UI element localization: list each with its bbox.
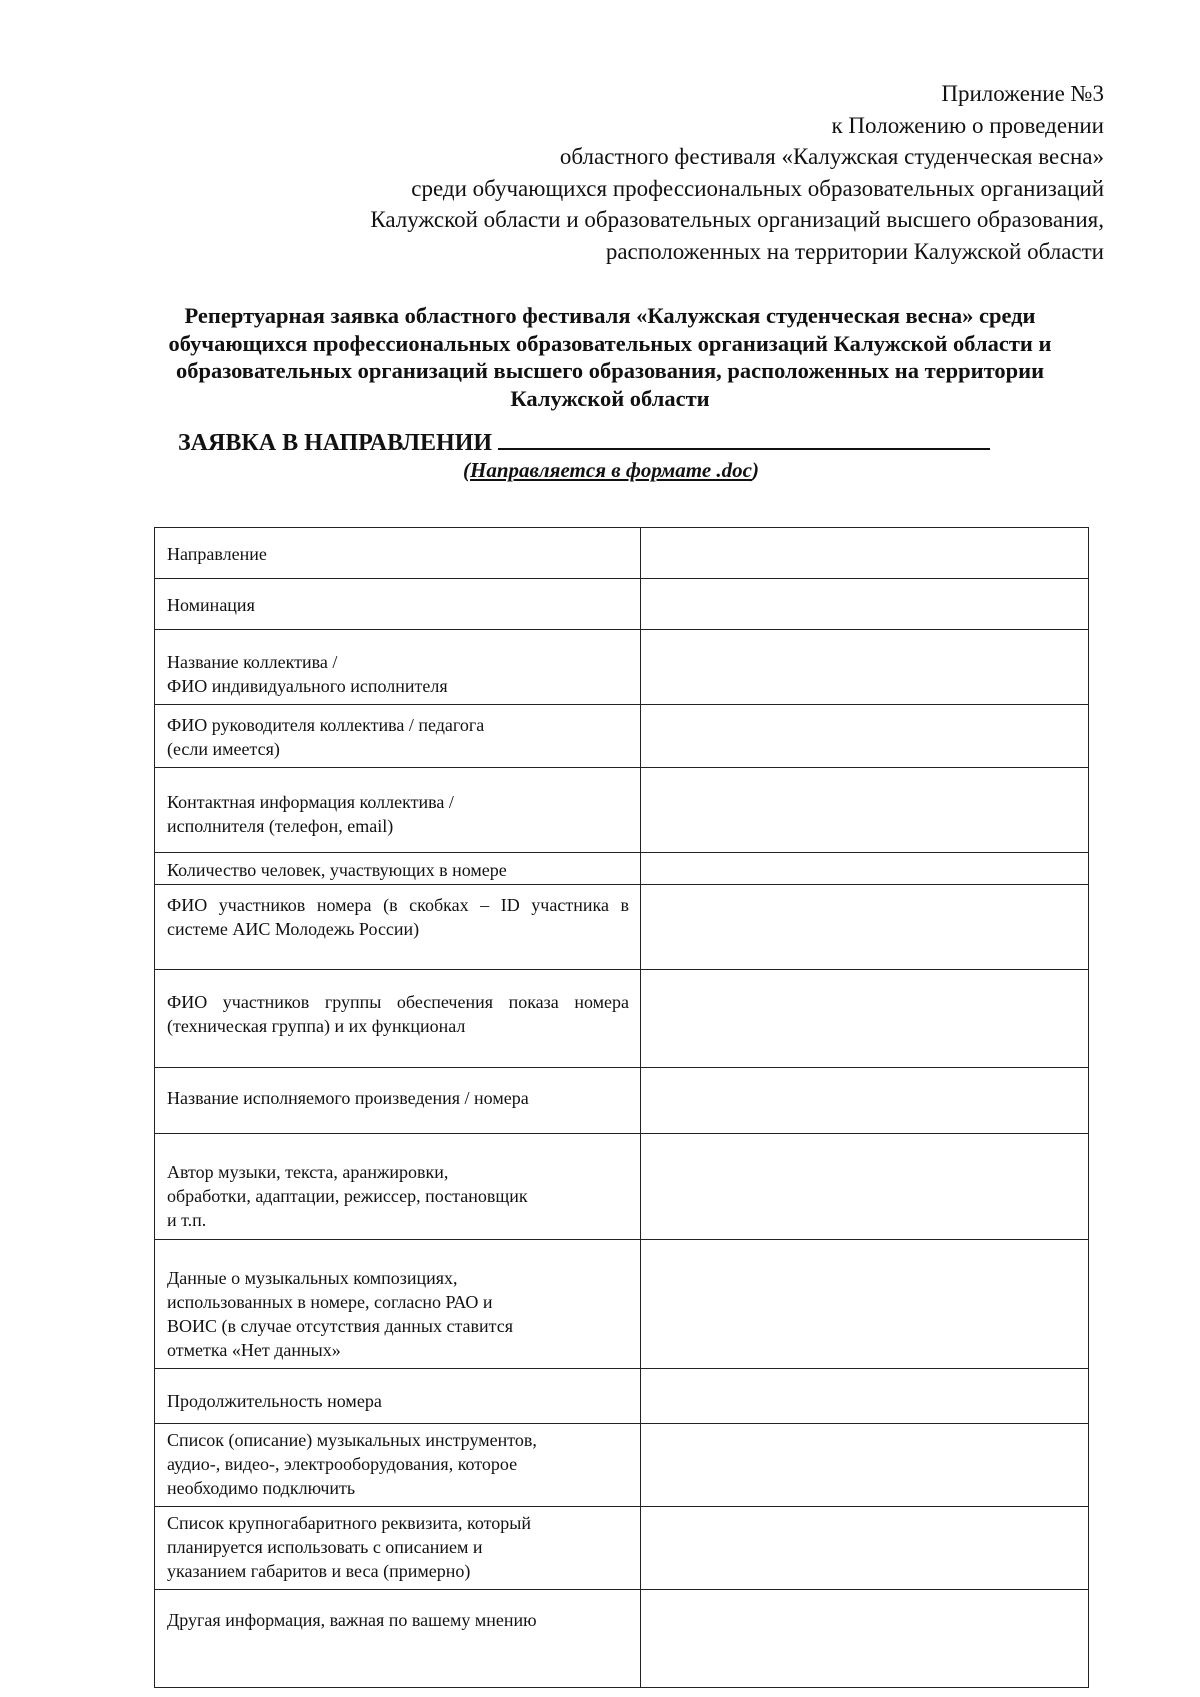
label-line: ФИО руководителя коллектива / педагога: [167, 715, 485, 735]
annex-header: [370, 78, 1104, 267]
label-line: использованных в номере, согласно РАО и: [167, 1292, 493, 1312]
row-label: [155, 1240, 641, 1369]
annex-line: областного фестиваля «Калужская студенческая весна»: [559, 144, 1104, 169]
row-value-cell[interactable]: [641, 1507, 1089, 1590]
table-row: [155, 970, 1089, 1068]
label-line: ВОИС (в случае отсутствия данных ставится: [167, 1316, 514, 1336]
table-row: [155, 1507, 1089, 1590]
row-label: [155, 885, 641, 970]
annex-line: среди обучающихся профессиональных образовательных организаций: [411, 175, 1104, 201]
row-value-cell[interactable]: [641, 970, 1089, 1068]
row-label: [155, 705, 641, 768]
label-line: (если имеется): [167, 739, 280, 759]
format-note-close: ): [751, 458, 759, 482]
row-value-cell[interactable]: [641, 579, 1089, 630]
label-line: аудио-, видео-, электрооборудования, которое: [167, 1454, 518, 1474]
annex-line: Калужской области и образовательных организаций высшего образования,: [370, 207, 1104, 232]
label-line: Продолжительность номера: [167, 1391, 382, 1411]
label-line: Контактная информация коллектива /: [167, 792, 454, 812]
row-value-cell[interactable]: [641, 1134, 1089, 1240]
label-line: исполнителя (телефон, email): [167, 816, 394, 836]
annex-line: к Положению о проведении: [831, 112, 1104, 138]
row-label: [155, 768, 641, 853]
format-note-open: (: [463, 458, 470, 482]
title-line: Калужской области: [510, 385, 710, 411]
table-row: [155, 630, 1089, 705]
label-line: ФИО индивидуального исполнителя: [167, 676, 448, 696]
row-label: [155, 1369, 641, 1424]
row-value-cell[interactable]: [641, 1240, 1089, 1369]
table-row: [155, 705, 1089, 768]
row-value-cell[interactable]: [641, 768, 1089, 853]
document-title: [110, 302, 1110, 412]
row-value-cell[interactable]: [641, 1068, 1089, 1134]
label-line: Автор музыки, текста, аранжировки,: [167, 1162, 449, 1182]
table-row: [155, 853, 1089, 885]
row-value-cell[interactable]: [641, 630, 1089, 705]
row-value-cell[interactable]: [641, 528, 1089, 579]
row-label: [155, 1068, 641, 1134]
direction-label: ЗАЯВКА В НАПРАВЛЕНИИ: [178, 430, 493, 456]
table-row: [155, 1134, 1089, 1240]
table-row: [155, 1424, 1089, 1507]
row-value-cell[interactable]: [641, 885, 1089, 970]
title-line: Репертуарная заявка областного фестиваля «Калужская студенческая весна» среди: [184, 303, 1036, 328]
table-row: [155, 885, 1089, 970]
table-row: [155, 1590, 1089, 1688]
direction-blank-field[interactable]: [498, 428, 990, 450]
table-row: [155, 1369, 1089, 1424]
row-value-cell[interactable]: [641, 1369, 1089, 1424]
label-line: указанием габаритов и веса (примерно): [167, 1561, 471, 1581]
table-row: [155, 579, 1089, 630]
label-line: обработки, адаптации, режиссер, постановщик: [167, 1186, 528, 1206]
table-row: [155, 528, 1089, 579]
row-value-cell[interactable]: [641, 705, 1089, 768]
annex-line: расположенных на территории Калужской области: [605, 238, 1104, 264]
row-label: [155, 1134, 641, 1240]
row-value-cell[interactable]: [641, 853, 1089, 885]
label-line: ФИО участников группы обеспечения показа номера (техническая группа) и их функционал: [167, 992, 629, 1036]
row-label: [155, 1507, 641, 1590]
row-label: [155, 579, 641, 630]
format-note: [463, 458, 759, 483]
row-label: [155, 970, 641, 1068]
label-line: Название коллектива /: [167, 652, 338, 672]
label-line: Номинация: [167, 595, 255, 615]
label-line: Количество человек, участвующих в номере: [167, 860, 507, 880]
label-line: Название исполняемого произведения / номера: [167, 1088, 529, 1108]
label-line: Список крупногабаритного реквизита, который: [167, 1513, 531, 1533]
table-row: [155, 768, 1089, 853]
label-line: планируется использовать с описанием и: [167, 1537, 483, 1557]
row-value-cell[interactable]: [641, 1590, 1089, 1688]
application-form-table: [154, 527, 1089, 1688]
row-label: [155, 528, 641, 579]
row-label: [155, 1424, 641, 1507]
row-value-cell[interactable]: [641, 1424, 1089, 1507]
label-line: ФИО участников номера (в скобках – ID участника в системе АИС Молодежь России): [167, 895, 629, 939]
format-note-text: Направляется в формате .doc: [470, 458, 752, 482]
label-line: Другая информация, важная по вашему мнению: [167, 1610, 537, 1630]
direction-line: [178, 428, 990, 457]
title-line: образовательных организаций высшего образования, расположенных на территории: [175, 358, 1045, 383]
label-line: необходимо подключить: [167, 1478, 356, 1498]
label-line: Данные о музыкальных композициях,: [167, 1268, 458, 1288]
row-label: [155, 853, 641, 885]
annex-line: Приложение №3: [941, 81, 1104, 106]
label-line: Направление: [167, 544, 267, 564]
title-line: обучающихся профессиональных образовательных организаций Калужской области и: [168, 330, 1052, 356]
row-label: [155, 1590, 641, 1688]
label-line: Список (описание) музыкальных инструментов,: [167, 1430, 537, 1450]
table-row: [155, 1240, 1089, 1369]
label-line: отметка «Нет данных»: [167, 1340, 341, 1360]
label-line: и т.п.: [167, 1210, 207, 1230]
table-row: [155, 1068, 1089, 1134]
row-label: [155, 630, 641, 705]
